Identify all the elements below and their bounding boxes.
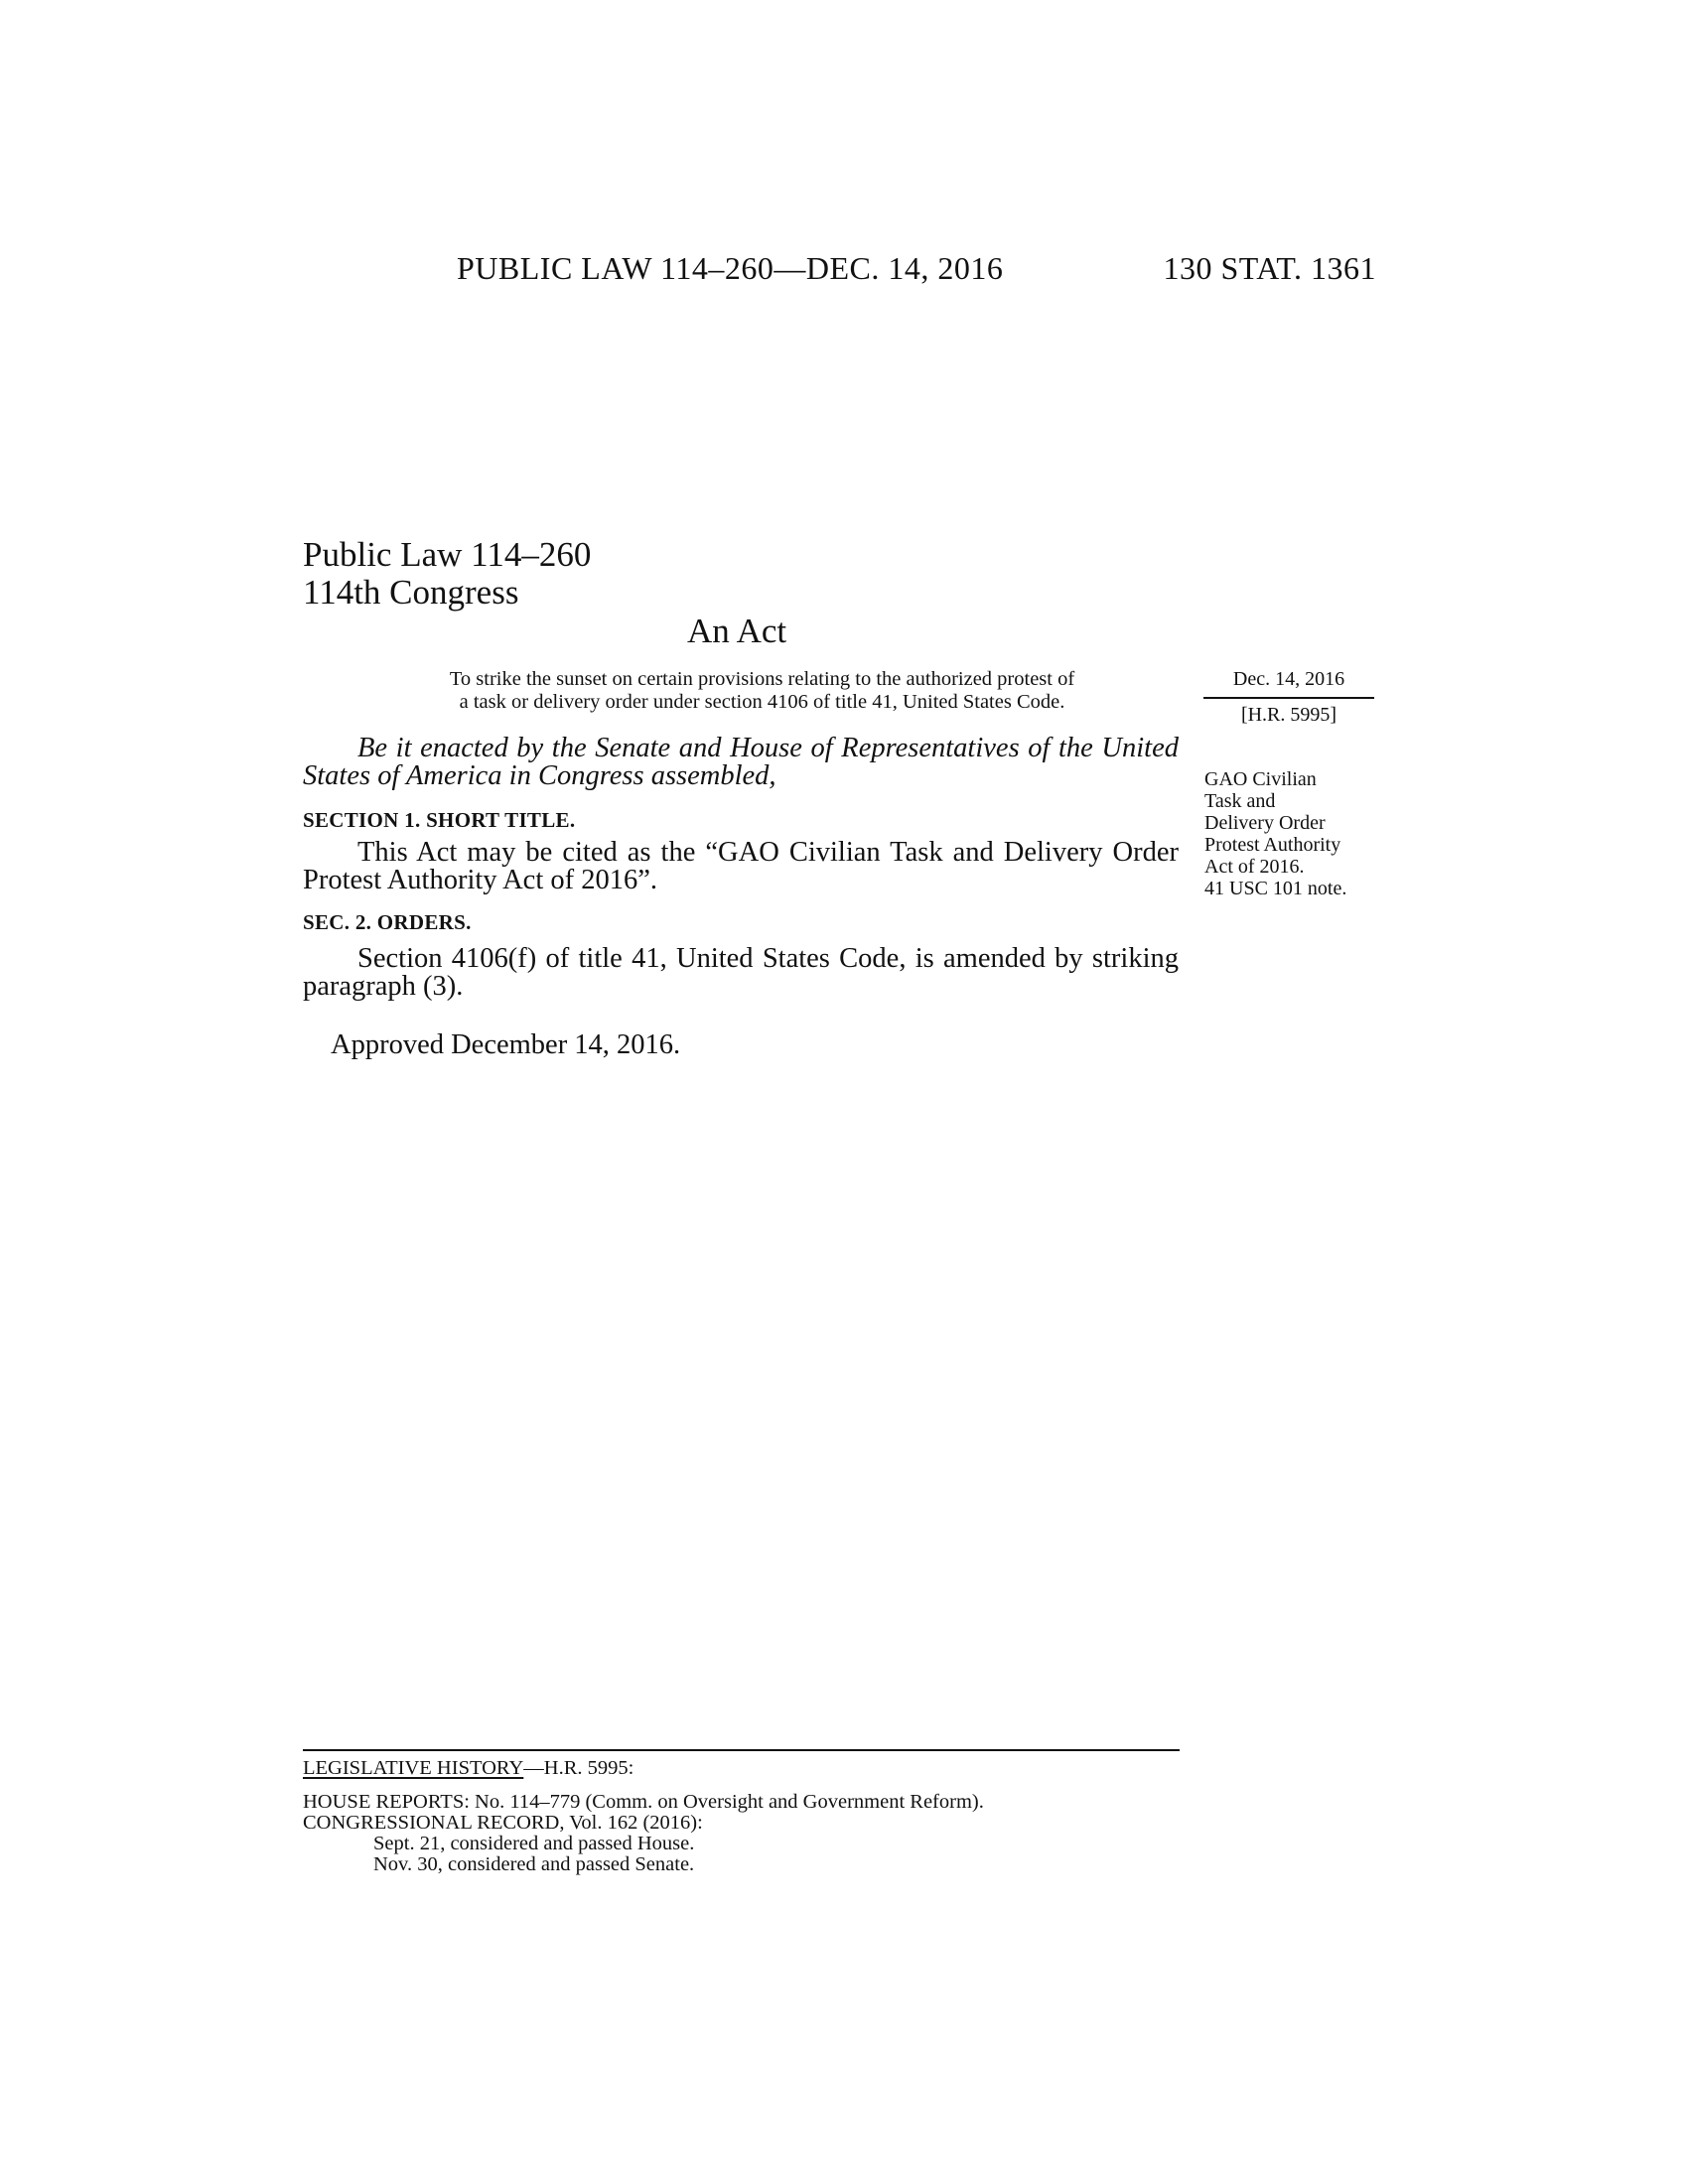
margin-note-line: Act of 2016.	[1204, 856, 1305, 878]
congressional-record-line: CONGRESSIONAL RECORD, Vol. 162 (2016):	[303, 1812, 703, 1834]
margin-note-line: GAO Civilian	[1204, 768, 1317, 790]
date-divider	[1203, 697, 1374, 699]
running-header-left: PUBLIC LAW 114–260—DEC. 14, 2016	[457, 250, 1004, 286]
history-entry: Nov. 30, considered and passed Senate.	[373, 1853, 695, 1875]
congress-number: 114th Congress	[303, 573, 519, 612]
margin-note-line: Protest Authority	[1204, 834, 1341, 856]
legislative-history-title	[303, 1758, 633, 1779]
margin-note-line: Task and	[1204, 790, 1276, 812]
running-header-page: 130 STAT. 1361	[1163, 250, 1376, 286]
margin-note-line: 41 USC 101 note.	[1204, 878, 1347, 899]
enacting-clause: Be it enacted by the Senate and House of Representatives of the United States of America in Congress assembled,	[303, 733, 1179, 791]
section-1-heading: SECTION 1. SHORT TITLE.	[303, 808, 576, 832]
approval-line: Approved December 14, 2016.	[331, 1029, 681, 1060]
margin-note-line: Delivery Order	[1204, 812, 1326, 834]
enactment-date: Dec. 14, 2016	[1232, 668, 1345, 690]
legislative-history-bill: —H.R. 5995:	[523, 1757, 634, 1779]
bill-number: [H.R. 5995]	[1240, 704, 1337, 726]
long-title	[328, 668, 1196, 714]
section-1-text: This Act may be cited as the “GAO Civilian Task and Delivery Order Protest Authority Act of 2016”.	[303, 837, 1179, 895]
history-entry: Sept. 21, considered and passed House.	[373, 1833, 695, 1854]
legislative-history-label: LEGISLATIVE HISTORY	[303, 1757, 524, 1779]
long-title-line: a task or delivery order under section 4106 of title 41, United States Code.	[459, 691, 1065, 713]
history-divider	[303, 1749, 1180, 1751]
act-heading: An Act	[687, 612, 787, 650]
margin-note	[1204, 768, 1346, 899]
date-bill-box	[1203, 667, 1374, 727]
section-2-heading: SEC. 2. ORDERS.	[303, 910, 472, 934]
section-2-text: Section 4106(f) of title 41, United States Code, is amended by striking paragraph (3).	[303, 943, 1179, 1002]
house-reports-line: HOUSE REPORTS: No. 114–779 (Comm. on Oversight and Government Reform).	[303, 1791, 984, 1813]
public-law-number: Public Law 114–260	[303, 535, 592, 574]
long-title-line: To strike the sunset on certain provisions relating to the authorized protest of	[449, 668, 1075, 690]
